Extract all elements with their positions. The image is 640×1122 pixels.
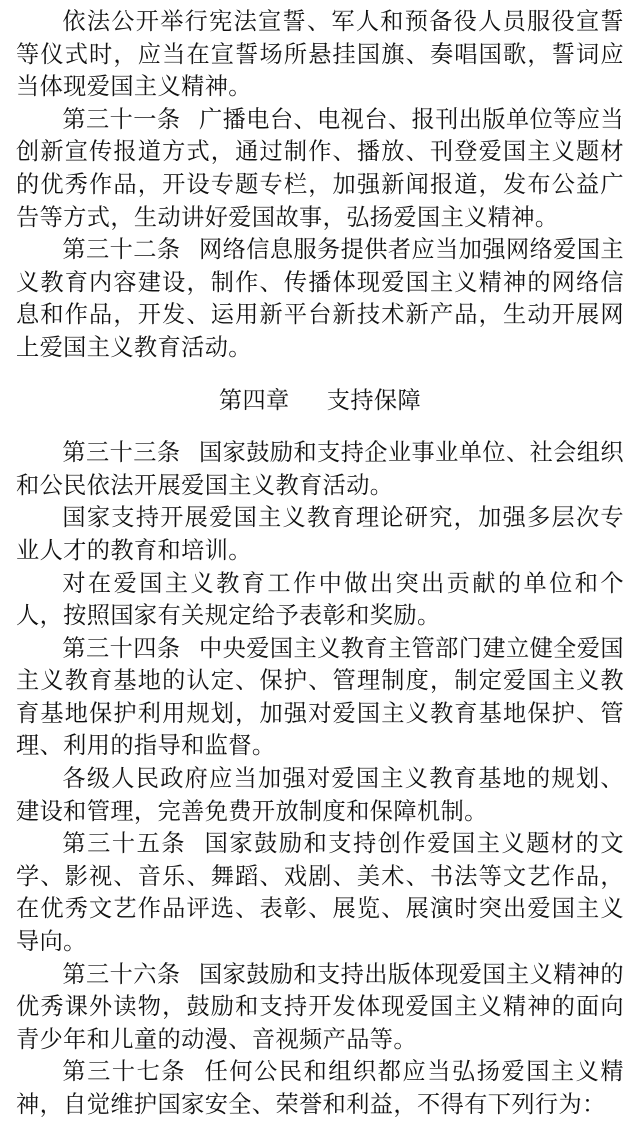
article-37 [16,1056,624,1121]
article-34-text: 中央爱国主义教育主管部门建立健全爱国主义教育基地的认定、保护、管理制度，制定爱国主义教育基地保护利用规划，加强对爱国主义教育基地保护、管理、利用的指导和监督。 [16,634,624,760]
article-33-paragraph-2: 国家支持开展爱国主义教育理论研究，加强多层次专业人才的教育和培训。 [16,504,624,564]
article-35-text: 国家鼓励和支持创作爱国主义题材的文学、影视、音乐、舞蹈、戏剧、美术、书法等文艺作品，在优秀文艺作品评选、表彰、展览、展演时突出爱国主义导向。 [16,830,624,956]
article-35-number: 第三十五条 [62,830,187,858]
article-37-text: 任何公民和组织都应当弘扬爱国主义精神，自觉维护国家安全、荣誉和利益，不得有下列行为： [16,1058,624,1118]
article-34-number: 第三十四条 [62,634,181,662]
chapter-number: 第四章 [218,386,290,414]
article-31-number: 第三十一条 [62,105,181,133]
article-31-text: 广播电台、电视台、报刊出版单位等应当创新宣传报道方式，通过制作、播放、刊登爱国主义题材的优秀作品，开设专题专栏，加强新闻报道，发布公益广告等方式，生动讲好爱国故事，弘扬爱国主义精神。 [16,105,624,231]
article-36-text: 国家鼓励和支持出版体现爱国主义精神的优秀课外读物，鼓励和支持开发体现爱国主义精神的面向青少年和儿童的动漫、音视频产品等。 [16,960,624,1053]
article-35 [16,828,624,958]
article-34-paragraph-2: 各级人民政府应当加强对爱国主义教育基地的规划、建设和管理，完善免费开放制度和保障机制。 [16,765,624,825]
article-36-number: 第三十六条 [62,960,181,988]
article-32 [16,234,624,364]
article-33 [16,437,624,502]
paragraph-oath-ceremony: 依法公开举行宪法宣誓、军人和预备役人员服役宣誓等仪式时，应当在宣誓场所悬挂国旗、奏唱国歌，誓词应当体现爱国主义精神。 [16,8,624,101]
chapter-heading [16,385,624,418]
article-33-text: 国家鼓励和支持企业事业单位、社会组织和公民依法开展爱国主义教育活动。 [16,439,624,499]
article-36 [16,959,624,1057]
article-34 [16,633,624,763]
article-32-text: 网络信息服务提供者应当加强网络爱国主义教育内容建设，制作、传播体现爱国主义精神的网络信息和作品，开发、运用新平台新技术新产品，生动开展网上爱国主义教育活动。 [16,236,624,361]
article-33-number: 第三十三条 [62,439,181,467]
article-31 [16,104,624,234]
chapter-title: 支持保障 [326,386,422,414]
article-37-number: 第三十七条 [62,1058,187,1086]
article-32-number: 第三十二条 [62,236,181,264]
article-33-paragraph-3: 对在爱国主义教育工作中做出突出贡献的单位和个人，按照国家有关规定给予表彰和奖励。 [16,569,624,630]
